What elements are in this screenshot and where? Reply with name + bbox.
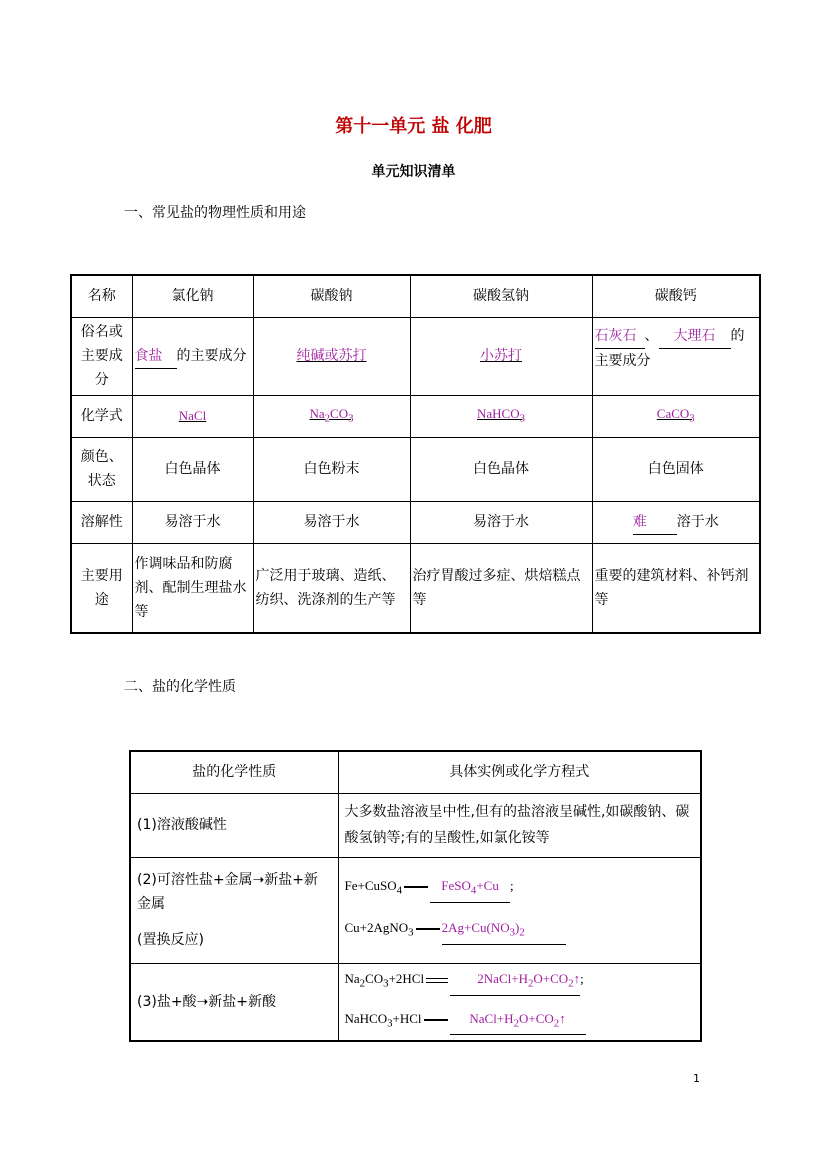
example-cell (338, 963, 701, 1041)
row-label: 主要用途 (71, 543, 132, 633)
row-label: 俗名或主要成分 (71, 317, 132, 395)
property-cell: (1)溶液酸碱性 (130, 793, 338, 857)
answer: 难 (632, 513, 647, 530)
cell: 白色粉末 (253, 437, 410, 501)
cell (592, 395, 760, 437)
property-text: (2)可溶性盐+金属 (137, 872, 253, 888)
section-heading-physical: 一、常见盐的物理性质和用途 (124, 205, 306, 221)
cell-text: 的主要成分 (594, 327, 745, 369)
table-row (71, 395, 760, 437)
answer: 纯碱或苏打 (296, 348, 367, 364)
up-arrow-icon: ↑ (559, 1010, 566, 1026)
cell: 重要的建筑材料、补钙剂等 (592, 543, 760, 633)
cell: 作调味品和防腐剂、配制生理盐水等 (132, 543, 253, 633)
cell (410, 317, 592, 395)
cell: 易溶于水 (253, 501, 410, 543)
example-cell (338, 857, 701, 963)
answer: 石灰石 (594, 327, 637, 344)
salt-physical-properties-table (70, 274, 761, 634)
row-label: 颜色、状态 (71, 437, 132, 501)
table-row (71, 317, 760, 395)
cell (592, 501, 760, 543)
header-cell: 碳酸钠 (253, 275, 410, 317)
formula: NaCl (178, 408, 207, 423)
formula: CaCO$_3$ (656, 405, 695, 425)
page-subtitle: 单元知识清单 (371, 164, 456, 180)
property-text: (置换反应) (137, 932, 204, 948)
header-cell: 名称 (71, 275, 132, 317)
table-row (71, 543, 760, 633)
table-row (71, 501, 760, 543)
up-arrow-icon: ↑ (573, 971, 581, 987)
cell: 白色晶体 (132, 437, 253, 501)
row-label: 溶解性 (71, 501, 132, 543)
cell (132, 317, 253, 395)
equation: NaHCO$_3$+HCl $NaCl+H_2O+CO_2↑$ (345, 1008, 695, 1036)
cell: 广泛用于玻璃、造纸、纺织、洗涤剂的生产等 (253, 543, 410, 633)
section-heading-chemical: 二、盐的化学性质 (124, 679, 236, 695)
table-row (130, 963, 701, 1041)
cell (253, 395, 410, 437)
arrow-icon: ➝ (252, 872, 265, 888)
arrow-icon (404, 886, 428, 888)
arrow-icon (424, 1019, 448, 1021)
cell (592, 317, 760, 395)
row-label: 化学式 (71, 395, 132, 437)
header-cell: 氯化钠 (132, 275, 253, 317)
arrow-icon: ➝ (196, 993, 209, 1010)
equation: $Na_2CO_3+2HCl$ $2NaCl+H_2O+CO_2↑$; (345, 968, 695, 996)
cell (253, 317, 410, 395)
property-text: 新盐+新酸 (208, 993, 277, 1010)
example-cell: 大多数盐溶液呈中性,但有的盐溶液呈碱性,如碳酸钠、碳酸氢钠等;有的呈酸性,如氯化铵等 (338, 793, 701, 857)
equation: Fe+CuSO$_4$ FeSO$_4$+Cu ; (345, 875, 695, 903)
cell: 易溶于水 (132, 501, 253, 543)
table-row (130, 751, 701, 793)
salt-chemical-properties-table (129, 750, 702, 1042)
arrow-icon (416, 928, 440, 930)
cell (410, 395, 592, 437)
cell-text: 溶于水 (676, 513, 719, 530)
cell: 白色固体 (592, 437, 760, 501)
equation: Cu+2AgNO$_3$ $2Ag+Cu(NO_3)_2$ (345, 917, 695, 945)
property-text: 新盐+新金属 (137, 872, 319, 912)
cell: 治疗胃酸过多症、烘焙糕点等 (410, 543, 592, 633)
cell (132, 395, 253, 437)
header-cell: 盐的化学性质 (130, 751, 338, 793)
cell: 白色晶体 (410, 437, 592, 501)
formula: NaHCO$_3$ (476, 405, 526, 425)
property-text: (3)盐+酸 (137, 993, 197, 1010)
header-cell: 碳酸氢钠 (410, 275, 592, 317)
cell-text: 的主要成分 (176, 347, 247, 364)
header-cell: 具体实例或化学方程式 (338, 751, 701, 793)
double-line-icon (426, 978, 448, 983)
header-cell: 碳酸钙 (592, 275, 760, 317)
table-row (130, 793, 701, 857)
cell-text: 、 (644, 327, 659, 344)
property-cell (130, 857, 338, 963)
table-row (71, 275, 760, 317)
table-row (71, 437, 760, 501)
answer: 小苏打 (480, 348, 522, 364)
page-title: 第十一单元 盐 化肥 (335, 116, 492, 137)
page-number: 1 (693, 1072, 700, 1085)
cell: 易溶于水 (410, 501, 592, 543)
answer: 食盐 (134, 347, 163, 364)
property-cell (130, 963, 338, 1041)
formula: $Na_2CO_3$ (309, 405, 354, 425)
answer: 大理石 (673, 327, 716, 344)
table-row (130, 857, 701, 963)
